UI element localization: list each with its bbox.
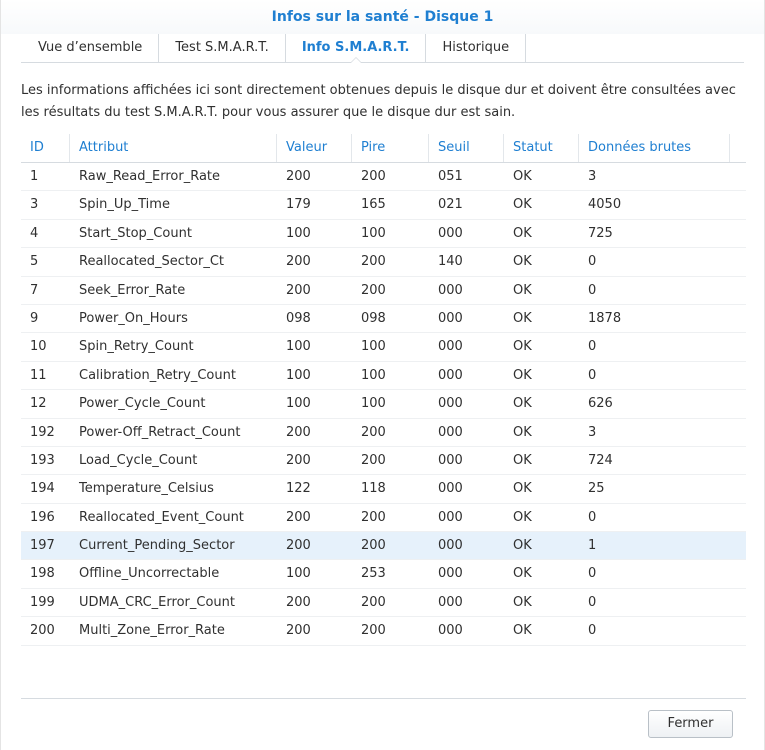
- cell-threshold: 000: [438, 538, 463, 554]
- cell-attribute: Power_On_Hours: [79, 310, 188, 326]
- cell-value: 122: [286, 481, 311, 497]
- cell-status: OK: [513, 169, 532, 184]
- cell-threshold: 000: [438, 481, 463, 497]
- table-row[interactable]: [21, 191, 746, 219]
- column-header-status[interactable]: Statut: [504, 134, 579, 162]
- tab-history[interactable]: Historique: [426, 34, 526, 62]
- table-row[interactable]: [21, 305, 746, 333]
- cell-raw-data: 3: [588, 424, 597, 440]
- table-row[interactable]: [21, 560, 746, 588]
- cell-id: 11: [30, 367, 47, 383]
- cell-value: 200: [286, 169, 311, 184]
- description-text: Les informations affichées ici sont directement obtenues depuis le disque dur et doivent être consultées avec les résultats du test S.M.A.R.T. pour vous assurer que le disque dur est sain.: [21, 83, 736, 120]
- cell-threshold: 000: [438, 396, 463, 412]
- cell-id: 7: [30, 282, 39, 298]
- cell-raw-data: 0: [588, 339, 597, 355]
- cell-raw-data: 1878: [588, 310, 622, 326]
- column-header-value[interactable]: Valeur: [277, 134, 352, 162]
- cell-id: 200: [30, 623, 55, 639]
- cell-worst: 165: [361, 197, 386, 213]
- table-row[interactable]: [21, 447, 746, 475]
- cell-raw-data: 0: [588, 566, 597, 582]
- cell-raw-data: 25: [588, 481, 605, 497]
- column-header-worst[interactable]: Pire: [352, 134, 429, 162]
- cell-value: 100: [286, 566, 311, 582]
- cell-attribute: Reallocated_Event_Count: [79, 509, 244, 525]
- table-row[interactable]: [21, 390, 746, 418]
- tab-overview[interactable]: Vue d’ensemble: [21, 34, 159, 62]
- cell-attribute: Spin_Retry_Count: [79, 339, 194, 355]
- tab-smart-test[interactable]: Test S.M.A.R.T.: [159, 34, 286, 62]
- cell-worst: 200: [361, 594, 386, 610]
- cell-status: OK: [513, 254, 532, 270]
- cell-threshold: 140: [438, 254, 463, 270]
- cell-raw-data: 0: [588, 509, 597, 525]
- table-row[interactable]: [21, 504, 746, 532]
- cell-status: OK: [513, 367, 532, 383]
- cell-threshold: 021: [438, 197, 463, 213]
- cell-value: 100: [286, 225, 311, 241]
- cell-threshold: 000: [438, 367, 463, 383]
- cell-attribute: Offline_Uncorrectable: [79, 566, 220, 582]
- cell-threshold: 000: [438, 282, 463, 298]
- dialog-title: Infos sur la santé - Disque 1: [1, 0, 764, 34]
- footer-divider: [21, 698, 746, 699]
- cell-attribute: Load_Cycle_Count: [79, 452, 198, 468]
- cell-worst: 200: [361, 509, 386, 525]
- cell-value: 200: [286, 623, 311, 639]
- cell-worst: 100: [361, 396, 386, 412]
- cell-status: OK: [513, 594, 532, 610]
- cell-raw-data: 0: [588, 282, 597, 298]
- cell-status: OK: [513, 225, 532, 241]
- cell-id: 5: [30, 254, 39, 270]
- table-row[interactable]: [21, 333, 746, 361]
- cell-raw-data: 0: [588, 623, 597, 639]
- table-row[interactable]: [21, 220, 746, 248]
- cell-threshold: 000: [438, 452, 463, 468]
- tab-smart-info[interactable]: Info S.M.A.R.T.: [286, 34, 427, 62]
- cell-worst: 100: [361, 225, 386, 241]
- cell-status: OK: [513, 538, 532, 554]
- cell-value: 200: [286, 594, 311, 610]
- table-header: [21, 134, 746, 163]
- cell-attribute: Seek_Error_Rate: [79, 282, 186, 298]
- cell-attribute: Power_Cycle_Count: [79, 396, 206, 412]
- table-row[interactable]: [21, 475, 746, 503]
- cell-attribute: Raw_Read_Error_Rate: [79, 169, 221, 184]
- cell-status: OK: [513, 452, 532, 468]
- cell-worst: 200: [361, 424, 386, 440]
- cell-raw-data: 0: [588, 367, 597, 383]
- table-row[interactable]: [21, 248, 746, 276]
- column-header-raw-data[interactable]: Données brutes: [579, 134, 730, 162]
- table-row[interactable]: [21, 532, 746, 560]
- cell-value: 200: [286, 254, 311, 270]
- cell-status: OK: [513, 339, 532, 355]
- cell-attribute: UDMA_CRC_Error_Count: [79, 594, 235, 610]
- cell-status: OK: [513, 481, 532, 497]
- cell-status: OK: [513, 566, 532, 582]
- table-row[interactable]: [21, 277, 746, 305]
- cell-value: 100: [286, 367, 311, 383]
- column-header-threshold[interactable]: Seuil: [429, 134, 504, 162]
- cell-threshold: 000: [438, 424, 463, 440]
- cell-id: 199: [30, 594, 55, 610]
- cell-raw-data: 0: [588, 254, 597, 270]
- cell-attribute: Spin_Up_Time: [79, 197, 170, 213]
- cell-threshold: 000: [438, 310, 463, 326]
- cell-status: OK: [513, 623, 532, 639]
- cell-worst: 200: [361, 538, 386, 554]
- cell-id: 196: [30, 509, 55, 525]
- cell-attribute: Multi_Zone_Error_Rate: [79, 623, 225, 639]
- tab-bar: [21, 34, 744, 63]
- smart-attributes-table: [21, 134, 746, 646]
- cell-raw-data: 0: [588, 594, 597, 610]
- cell-id: 10: [30, 339, 47, 355]
- cell-value: 100: [286, 339, 311, 355]
- cell-worst: 200: [361, 282, 386, 298]
- cell-attribute: Power-Off_Retract_Count: [79, 424, 241, 440]
- cell-raw-data: 626: [588, 396, 613, 412]
- close-button[interactable]: Fermer: [648, 710, 733, 738]
- cell-attribute: Current_Pending_Sector: [79, 538, 235, 554]
- cell-value: 200: [286, 424, 311, 440]
- cell-attribute: Start_Stop_Count: [79, 225, 192, 241]
- cell-id: 4: [30, 225, 39, 241]
- table-body: [21, 163, 746, 646]
- cell-threshold: 000: [438, 566, 463, 582]
- cell-attribute: Calibration_Retry_Count: [79, 367, 236, 383]
- table-row[interactable]: [21, 163, 746, 191]
- cell-status: OK: [513, 282, 532, 298]
- column-header-attribute[interactable]: Attribut: [70, 134, 277, 162]
- cell-threshold: 000: [438, 225, 463, 241]
- cell-id: 192: [30, 424, 55, 440]
- cell-status: OK: [513, 197, 532, 213]
- cell-value: 200: [286, 282, 311, 298]
- cell-value: 098: [286, 310, 311, 326]
- cell-id: 12: [30, 396, 47, 412]
- cell-id: 197: [30, 538, 55, 554]
- cell-value: 100: [286, 396, 311, 412]
- cell-value: 200: [286, 538, 311, 554]
- cell-value: 200: [286, 509, 311, 525]
- cell-threshold: 000: [438, 509, 463, 525]
- cell-worst: 200: [361, 169, 386, 184]
- cell-id: 193: [30, 452, 55, 468]
- cell-id: 9: [30, 310, 39, 326]
- cell-status: OK: [513, 424, 532, 440]
- cell-worst: 098: [361, 310, 386, 326]
- table-row[interactable]: [21, 589, 746, 617]
- cell-id: 198: [30, 566, 55, 582]
- cell-raw-data: 724: [588, 452, 613, 468]
- cell-raw-data: 3: [588, 169, 597, 184]
- cell-attribute: Reallocated_Sector_Ct: [79, 254, 225, 270]
- cell-worst: 100: [361, 367, 386, 383]
- cell-worst: 253: [361, 566, 386, 582]
- column-header-id[interactable]: ID: [21, 134, 70, 162]
- cell-threshold: 000: [438, 594, 463, 610]
- cell-threshold: 051: [438, 169, 463, 184]
- cell-status: OK: [513, 310, 532, 326]
- cell-id: 1: [30, 169, 39, 184]
- table-row[interactable]: [21, 362, 746, 390]
- cell-worst: 200: [361, 452, 386, 468]
- cell-id: 3: [30, 197, 39, 213]
- cell-raw-data: 4050: [588, 197, 622, 213]
- cell-threshold: 000: [438, 623, 463, 639]
- cell-worst: 100: [361, 339, 386, 355]
- cell-raw-data: 1: [588, 538, 597, 554]
- cell-value: 179: [286, 197, 311, 213]
- cell-attribute: Temperature_Celsius: [79, 481, 214, 497]
- cell-value: 200: [286, 452, 311, 468]
- cell-worst: 200: [361, 623, 386, 639]
- column-header-filler: [730, 134, 746, 162]
- table-row[interactable]: [21, 419, 746, 447]
- cell-worst: 118: [361, 481, 386, 497]
- table-row[interactable]: [21, 617, 746, 645]
- cell-status: OK: [513, 509, 532, 525]
- cell-status: OK: [513, 396, 532, 412]
- cell-worst: 200: [361, 254, 386, 270]
- cell-raw-data: 725: [588, 225, 613, 241]
- cell-threshold: 000: [438, 339, 463, 355]
- cell-id: 194: [30, 481, 55, 497]
